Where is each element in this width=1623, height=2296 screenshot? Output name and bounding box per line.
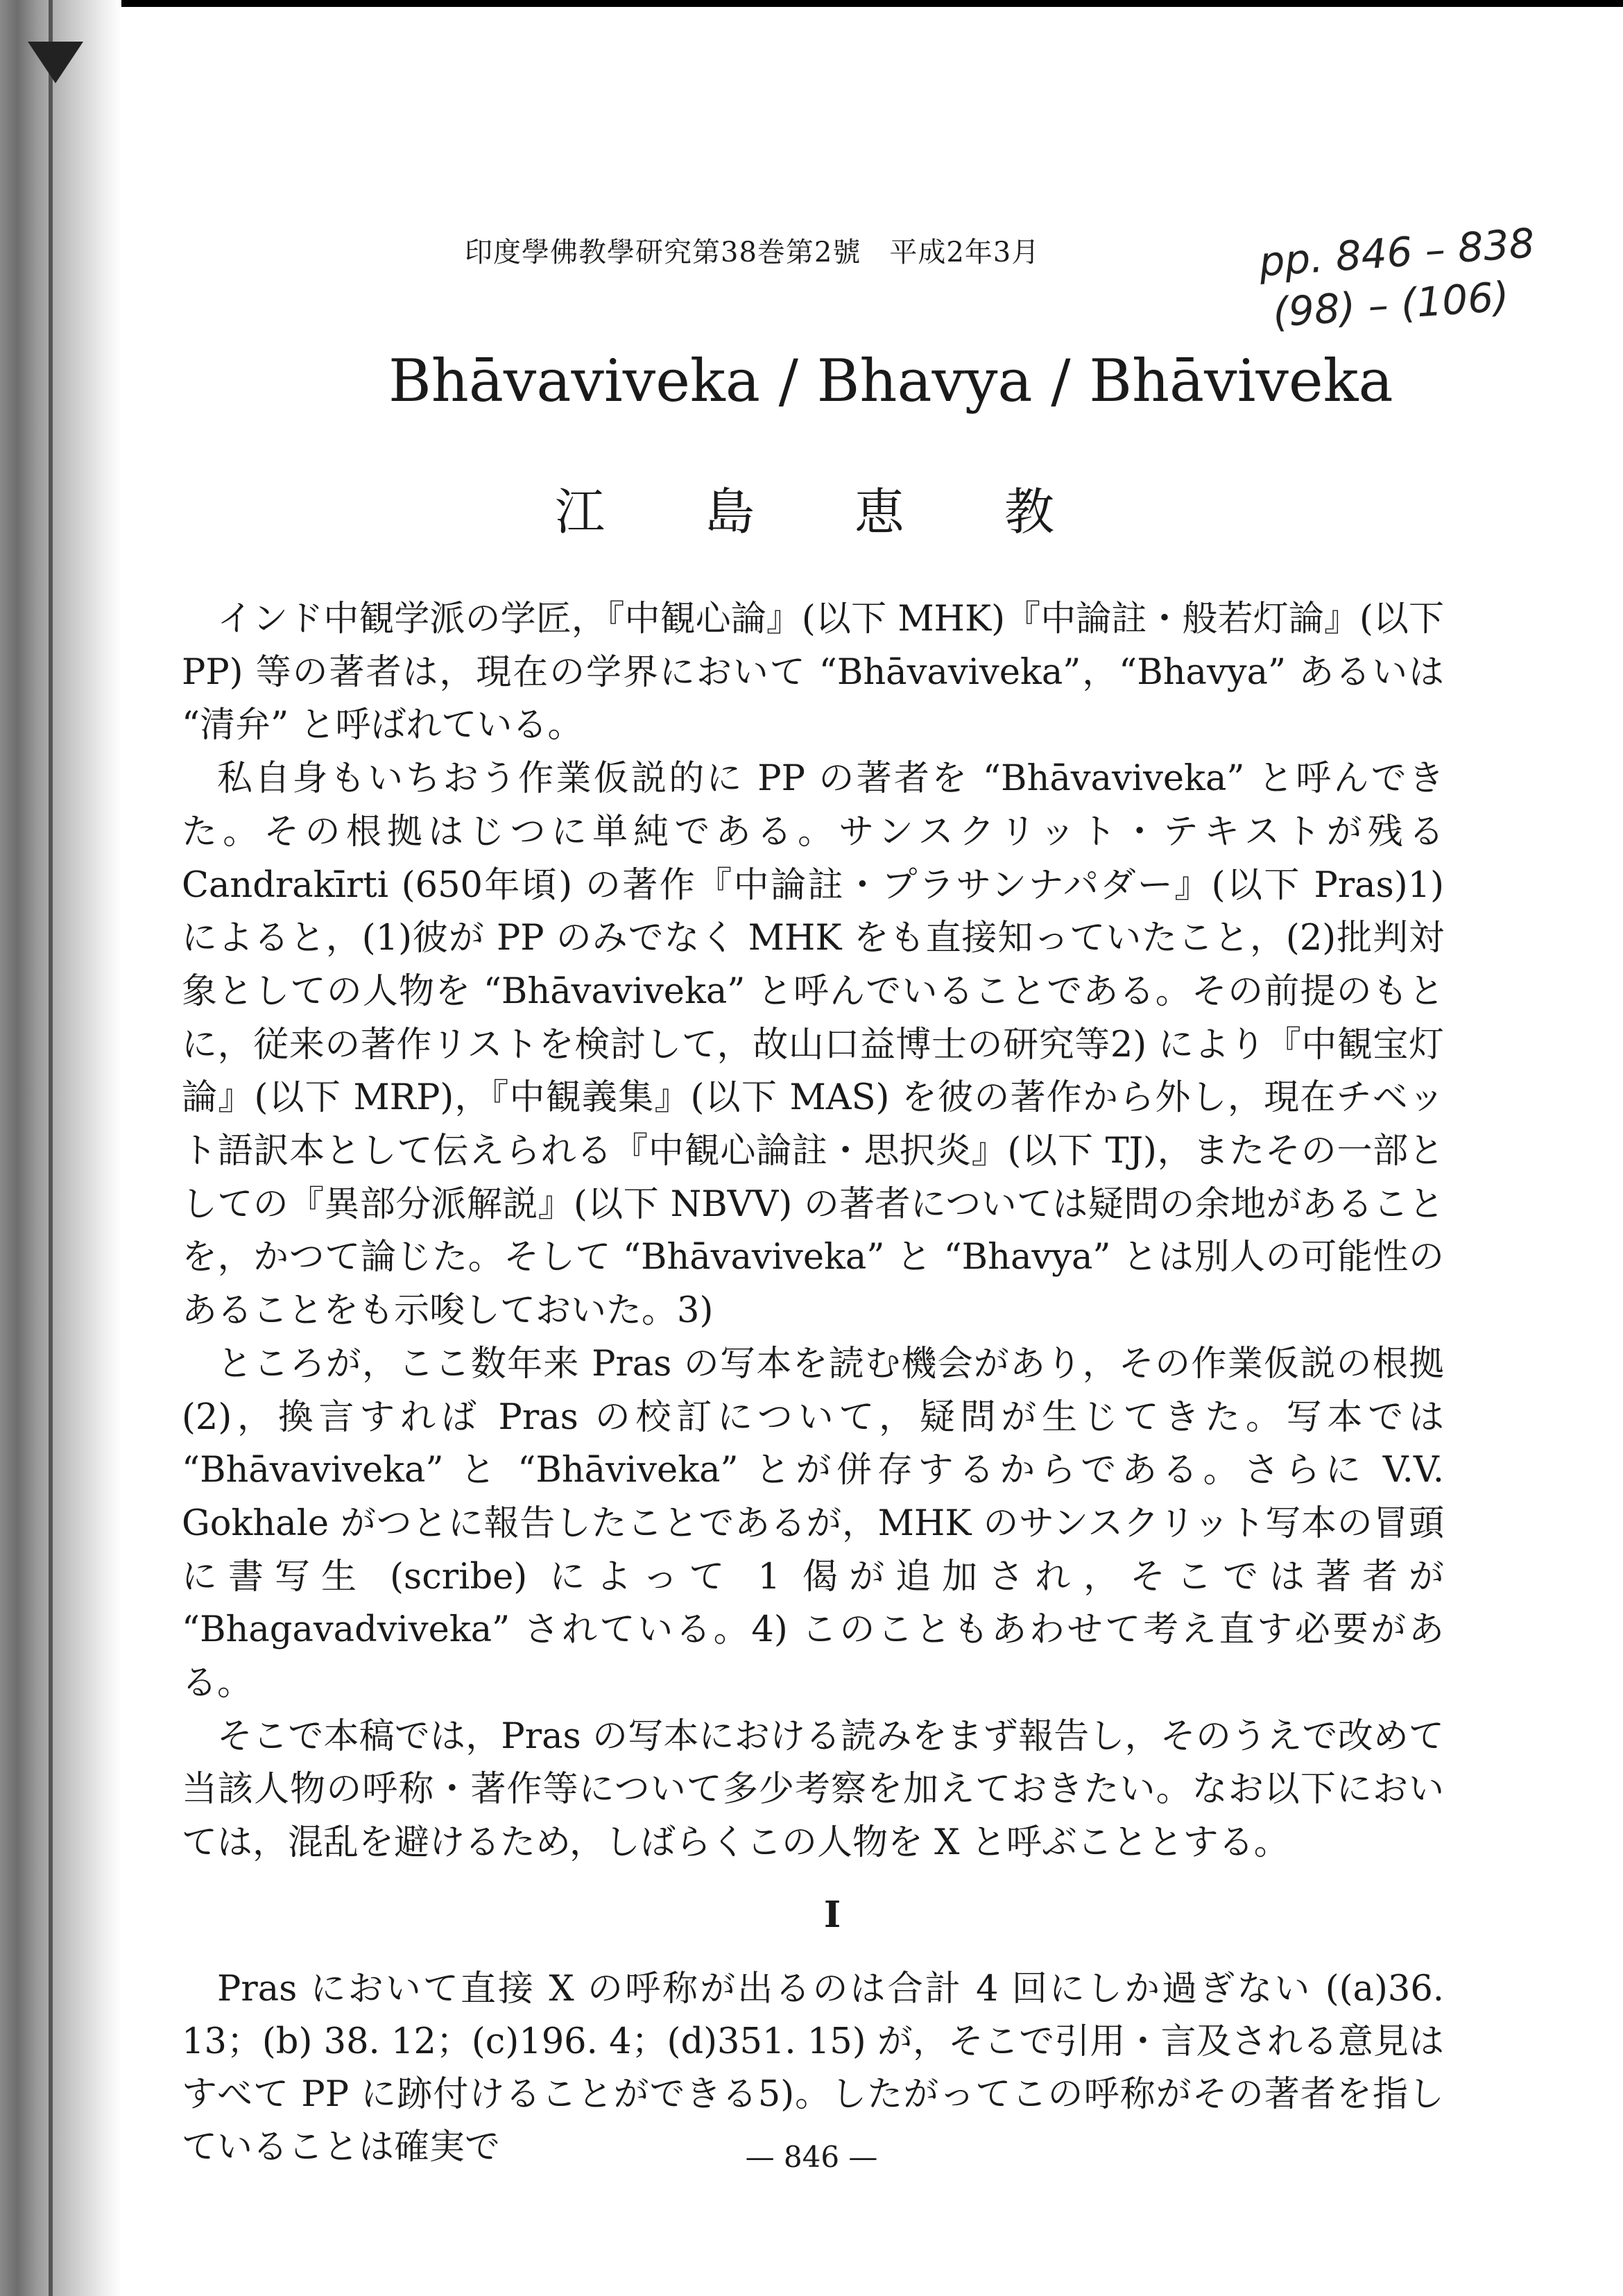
author-name — [555, 472, 1054, 544]
paragraph: 私自身もいちおう作業仮説的に PP の著者を “Bhāvaviveka” と呼んできた。その根拠はじつに単純である。サンスクリット・テキストが残る Candrakīrti (650年頃) の著作『中論註・プラサンナパダー』(以下 Pras)1) によると，(1)彼が PP のみでなく MHK をも直接知っていたこと，(2)批判対象としての人物を “Bhāvaviveka” と呼んでいることである。その前提のもとに，従来の著作リストを検討して，故山口益博士の研究等2) により『中観宝灯論』(以下 MRP)，『中観義集』(以下 MAS) を彼の著作から外し，現在チベット語訳本として伝えられる『中観心論註・思択炎』(以下 TJ)，またその一部としての『異部分派解説』(以下 NBVV) の著者については疑問の余地があることを，かつて論じた。そして “Bhāvaviveka” と “Bhavya” とは別人の可能性のあることをも示唆しておいた。3) — [182, 758, 1444, 1332]
author-char: 恵 — [854, 483, 904, 541]
author-char: 島 — [704, 483, 755, 541]
paragraph: インド中観学派の学匠，『中観心論』(以下 MHK)『中論註・般若灯論』(以下 PP) 等の著者は，現在の学界において “Bhāvaviveka”，“Bhavya” あるいは “清弁” と呼ばれている。 — [182, 599, 1444, 746]
paragraph: Pras において直接 X の呼称が出るのは合計 4 回にしか過ぎない ((a)36. 13；(b) 38. 12；(c)196. 4；(d)351. 15) が，そこで引用・言及される意見はすべて PP に跡付けることができる5)。したがってこの呼称がその著者を指していることは確実で — [182, 1969, 1444, 2168]
scan-binding-shadow — [0, 0, 121, 2296]
author-char: 江 — [555, 483, 606, 541]
paragraph: そこで本稿では，Pras の写本における読みをまず報告し，そのうえで改めて当該人物の呼称・著作等について多少考察を加えておきたい。なお以下においては，混乱を避けるため，しばらくこの人物を X と呼ぶこととする。 — [182, 1715, 1444, 1864]
author-char: 教 — [1004, 483, 1054, 541]
article-title: Bhāvaviveka / Bhavya / Bhāviveka — [388, 347, 1393, 415]
scan-top-edge — [0, 0, 1623, 7]
paragraph: ところが，ここ数年来 Pras の写本を読む機会があり，その作業仮説の根拠(2)，換言すれば Pras の校訂について，疑問が生じてきた。写本では “Bhāvaviveka” と “Bhāviveka” とが併存するからである。さらに V.V. Gokhale がつとに報告したことであるが，MHK のサンスクリット写本の冒頭に書写生 (scribe) によって 1 偈が追加され，そこでは著者が “Bhagavadviveka” されている。4) このこともあわせて考え直す必要がある。 — [182, 1343, 1444, 1704]
article-body — [182, 593, 1444, 1870]
journal-header: 印度學佛教學研究第38巻第2號 平成2年3月 — [465, 237, 1040, 268]
page-number: — 846 — — [745, 2140, 878, 2174]
handwritten-page-range: pp. 846 – 838 — [1257, 219, 1536, 286]
section-heading: I — [823, 1894, 841, 1936]
handwritten-page-range-alt: (98) – (106) — [1271, 273, 1511, 336]
